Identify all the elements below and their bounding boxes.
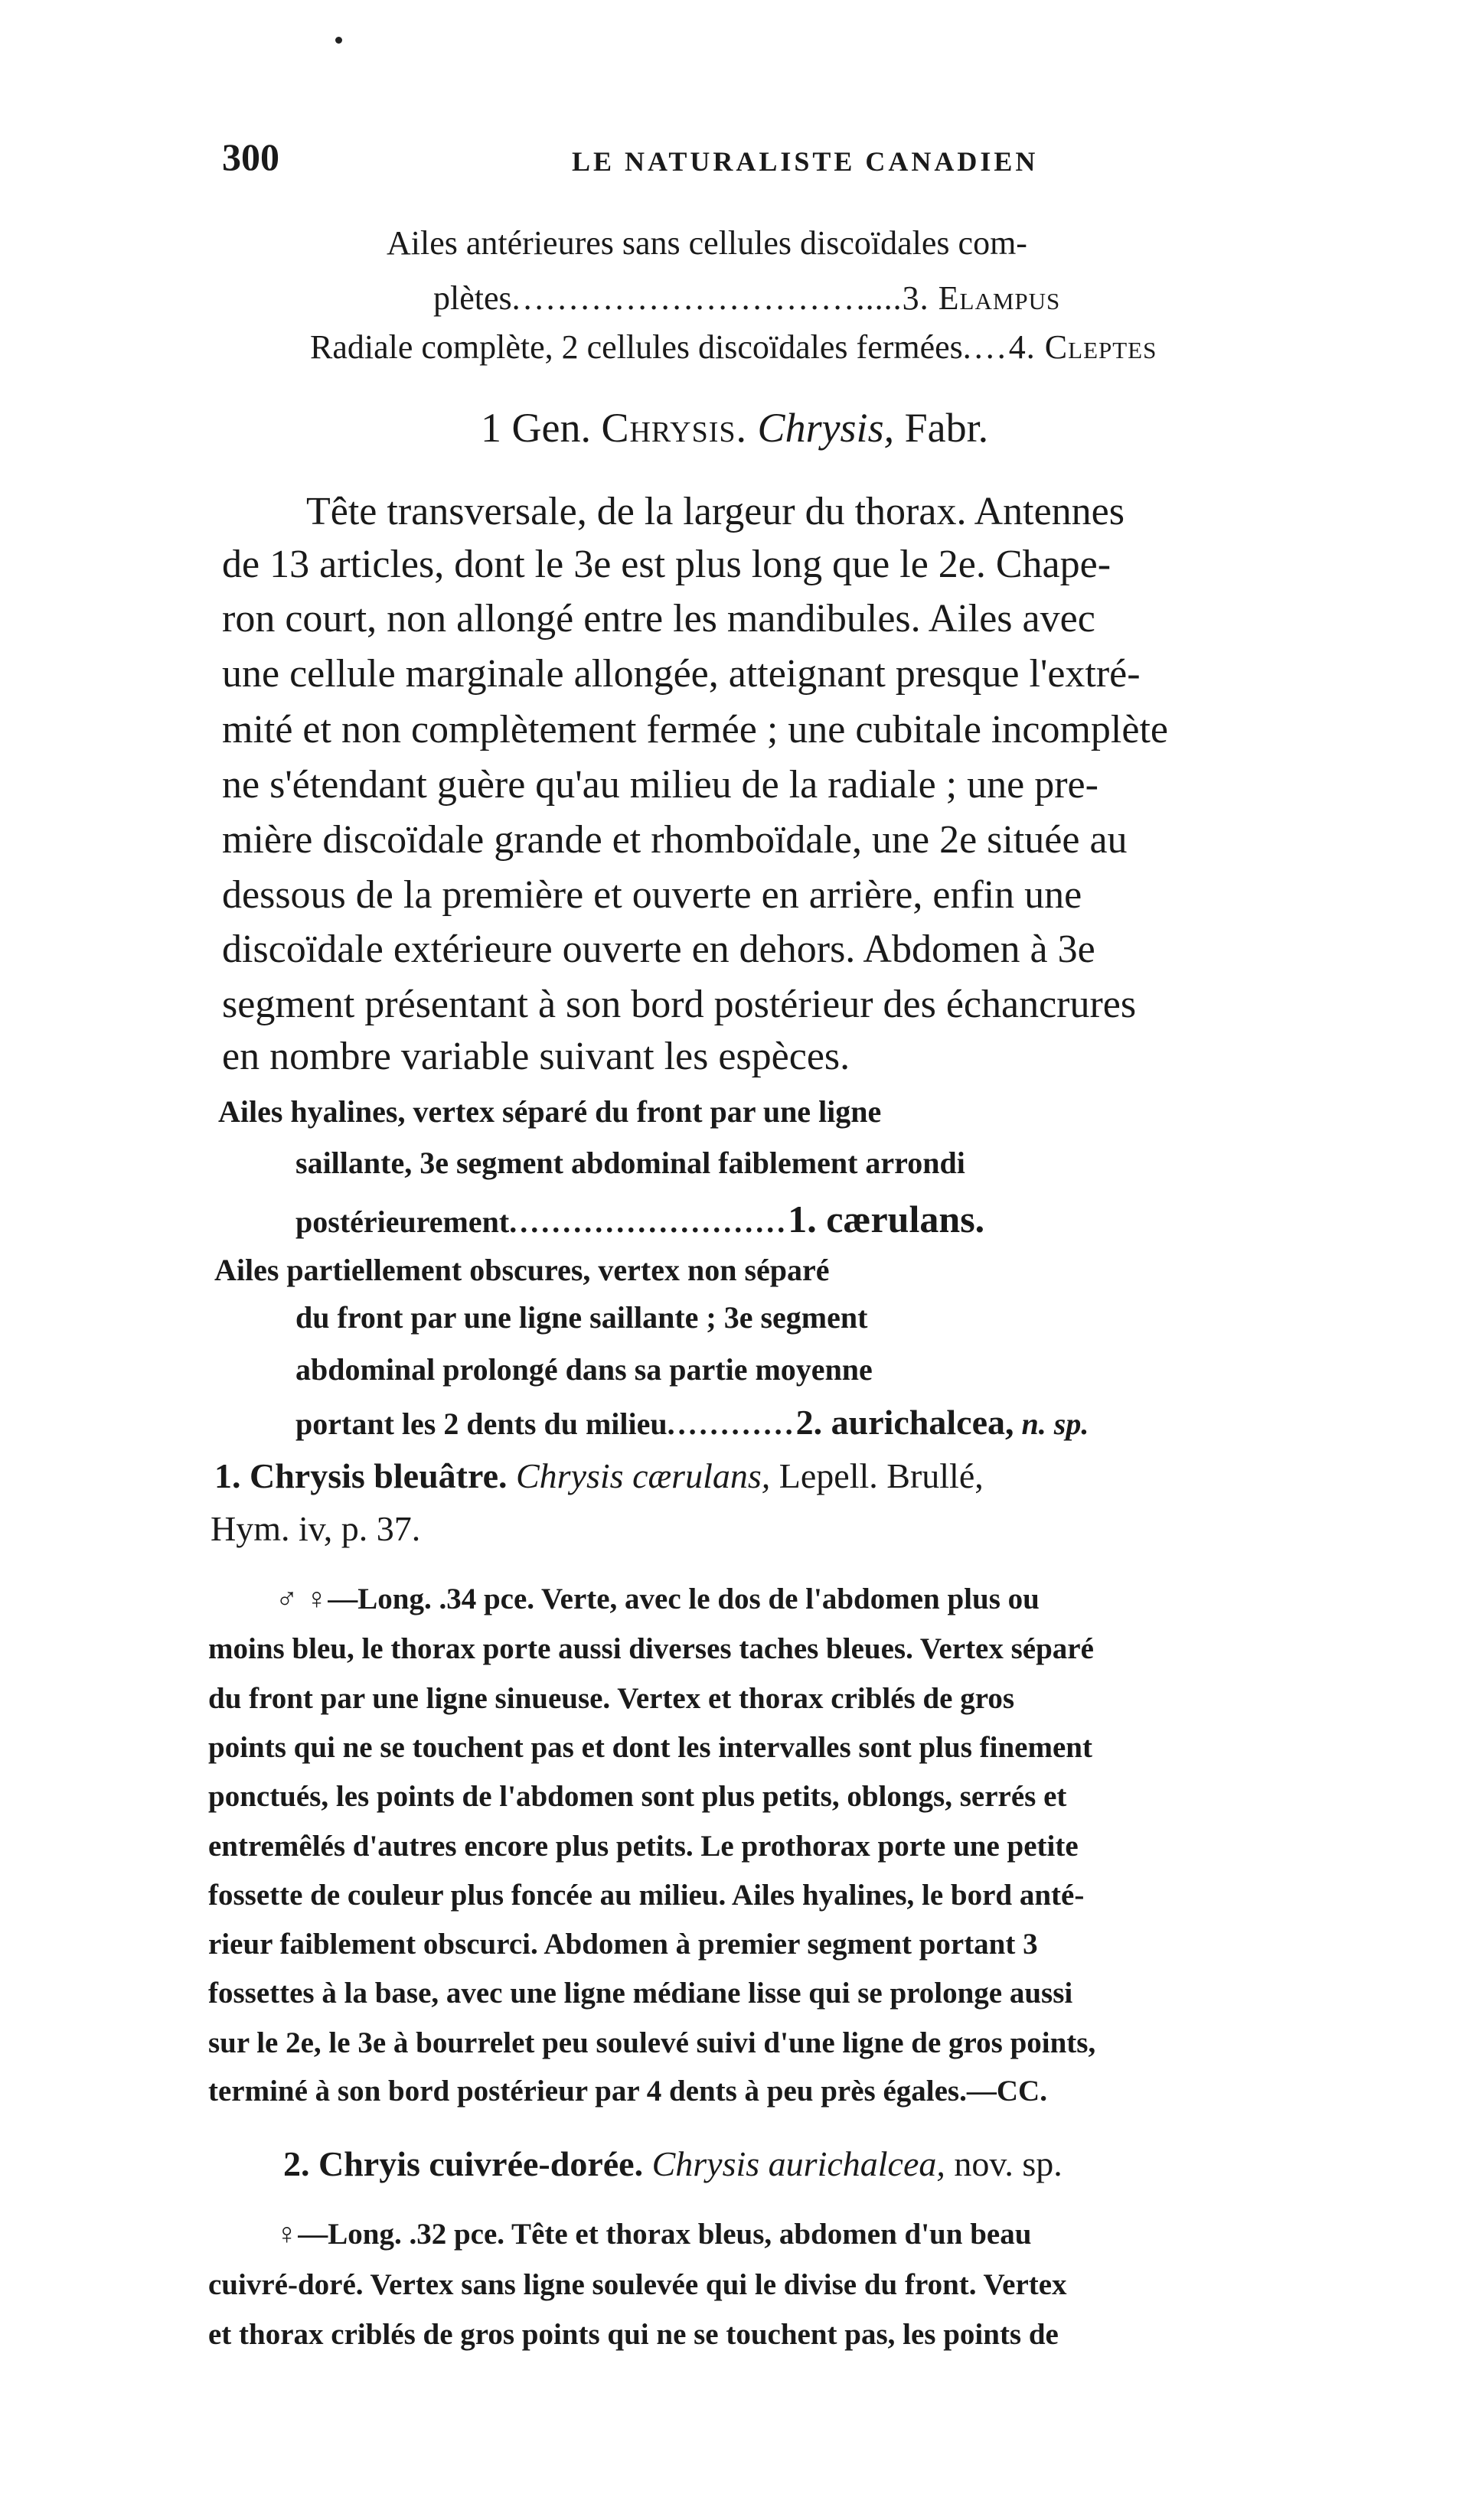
species-heading xyxy=(283,2144,1063,2183)
text-line: cuivré-doré. Vertex sans ligne soulevée qui le divise du front. Vertex xyxy=(208,2268,1067,2301)
page-header xyxy=(216,135,1379,181)
text-line: ponctués, les points de l'abdomen sont plus petits, oblongs, serrés et xyxy=(208,1780,1067,1813)
key-line xyxy=(295,1200,984,1238)
leader-dots: ............ xyxy=(667,1407,796,1441)
species-author: Lepell. Brullé, xyxy=(779,1456,984,1495)
key-result: 4. Cleptes xyxy=(1008,328,1157,366)
text-line: segment présentant à son bord postérieur des échancrures xyxy=(222,983,1137,1026)
leader-dots: .......................... xyxy=(509,1205,788,1239)
text-line: points qui ne se touchent pas et dont les intervalles sont plus finement xyxy=(208,1731,1092,1764)
key-text: Ailes hyalines, vertex séparé du front par une ligne xyxy=(218,1094,882,1129)
text-line: ron court, non allongé entre les mandibules. Ailes avec xyxy=(222,597,1095,641)
text-line: ne s'étendant guère qu'au milieu de la radiale ; une pre- xyxy=(222,763,1098,807)
key-text: portant les 2 dents du milieu xyxy=(295,1407,668,1441)
text-line: et thorax criblés de gros points qui ne se touchent pas, les points de xyxy=(208,2318,1059,2351)
species-name: 1. Chrysis bleuâtre. xyxy=(214,1456,508,1495)
species-latin: Chrysis aurichalcea, xyxy=(651,2144,945,2183)
text-line: moins bleu, le thorax porte aussi diverses taches bleues. Vertex séparé xyxy=(208,1632,1094,1665)
text-line: terminé à son bord postérieur par 4 dents à peu près égales.—CC. xyxy=(208,2075,1047,2108)
key-text: abdominal prolongé dans sa partie moyenne xyxy=(295,1352,873,1387)
key-line xyxy=(387,224,1027,262)
key-text: Ailes partiellement obscures, vertex non séparé xyxy=(214,1253,830,1287)
text-line: une cellule marginale allongée, atteignant presque l'extré- xyxy=(222,652,1141,696)
leader-dots: .............................. xyxy=(511,279,857,317)
key-text: Radiale complète, 2 cellules discoïdales fermées xyxy=(310,328,963,366)
key-line xyxy=(214,1255,830,1286)
key-line xyxy=(295,1148,965,1178)
text-line: en nombre variable suivant les espèces. xyxy=(222,1035,850,1078)
key-result: .....3. Elampus xyxy=(856,279,1061,317)
genus-name: Chrysis. xyxy=(601,405,748,451)
key-result: 2. aurichalcea, xyxy=(795,1403,1014,1442)
running-head: LE NATURALISTE CANADIEN xyxy=(572,146,1039,177)
key-line xyxy=(295,1352,873,1387)
text-line: du front par une ligne sinueuse. Vertex et thorax criblés de gros xyxy=(208,1682,1015,1715)
key-text: Ailes antérieures sans cellules discoïdales com- xyxy=(387,224,1027,262)
key-line xyxy=(295,1405,1089,1440)
text-line: de 13 articles, dont le 3e est plus long que le 2e. Chape- xyxy=(222,543,1112,586)
text-line: ♂ ♀—Long. .34 pce. Verte, avec le dos de l'abdomen plus ou xyxy=(276,1583,1040,1615)
genus-heading xyxy=(481,405,989,451)
text-line: mière discoïdale grande et rhomboïdale, une 2e située au xyxy=(222,818,1128,862)
species-heading xyxy=(214,1456,984,1495)
text-line: rieur faiblement obscurci. Abdomen à premier segment portant 3 xyxy=(208,1928,1038,1961)
key-line xyxy=(310,328,1157,366)
text-line: fossettes à la base, avec une ligne médiane lisse qui se prolonge aussi xyxy=(208,1977,1073,2010)
key-line xyxy=(295,1302,867,1333)
text-line: sur le 2e, le 3e à bourrelet peu soulevé suivi d'une ligne de gros points, xyxy=(208,2026,1096,2059)
genus-author: Fabr. xyxy=(904,405,989,451)
species-name: 2. Chryis cuivrée-dorée. xyxy=(283,2144,644,2183)
key-text: saillante, 3e segment abdominal faiblement arrondi xyxy=(295,1146,965,1180)
species-author: nov. sp. xyxy=(954,2144,1063,2183)
text-line: ♀—Long. .32 pce. Tête et thorax bleus, abdomen d'un beau xyxy=(276,2218,1032,2251)
key-text: du front par une ligne saillante ; 3e segment xyxy=(295,1300,868,1335)
text-line: fossette de couleur plus foncée au milieu. Ailes hyalines, le bord anté- xyxy=(208,1879,1085,1912)
key-result: 1. cærulans. xyxy=(788,1198,985,1240)
key-line xyxy=(218,1094,882,1129)
text-line: mité et non complètement fermée ; une cubitale incomplète xyxy=(222,708,1168,751)
key-text: postérieurement xyxy=(295,1205,510,1239)
key-text: plètes xyxy=(433,279,512,317)
species-reference: Hym. iv, p. 37. xyxy=(211,1509,421,1548)
genus-italic: Chrysis, xyxy=(757,405,895,451)
species-latin: Chrysis cærulans, xyxy=(516,1456,771,1495)
text-line: Tête transversale, de la largeur du thorax. Antennes xyxy=(306,490,1125,533)
ink-speck xyxy=(335,37,342,44)
text-line: discoïdale extérieure ouverte en dehors. Abdomen à 3e xyxy=(222,927,1095,971)
leader-dots: .... xyxy=(962,328,1009,366)
genus-prefix: 1 Gen. xyxy=(481,405,591,451)
text-line: entremêlés d'autres encore plus petits. Le prothorax porte une petite xyxy=(208,1830,1079,1863)
text-line: dessous de la première et ouverte en arrière, enfin une xyxy=(222,873,1082,917)
key-line xyxy=(433,279,1061,317)
key-suffix: n. sp. xyxy=(1021,1407,1089,1441)
page-number: 300 xyxy=(222,135,279,178)
